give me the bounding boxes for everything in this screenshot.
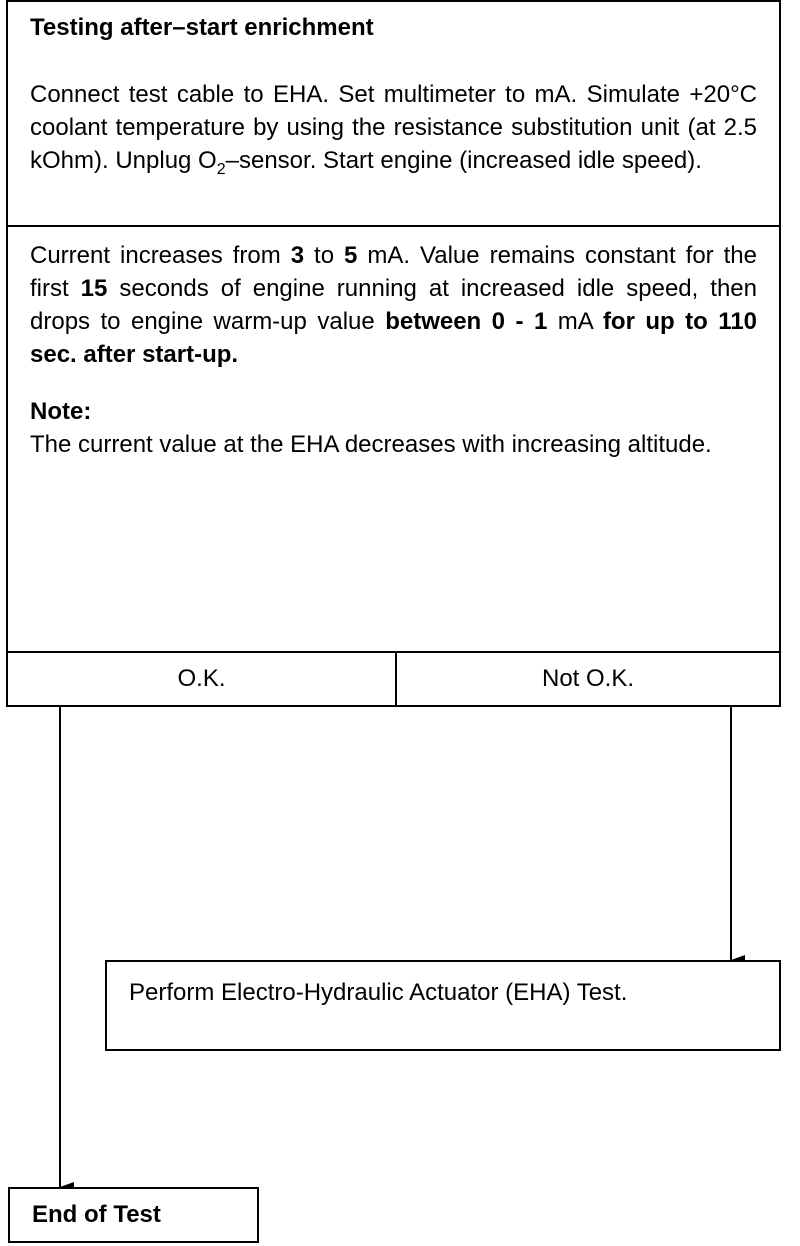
test-step-instructions: [30, 78, 757, 186]
instructions-text-2: –sensor. Start engine (increased idle speed).: [225, 147, 702, 174]
warmup-range-value: between 0 - 1: [385, 308, 548, 335]
result-text-part: seconds of engine running at increased idle speed, then drops to engine warm-up value: [30, 275, 757, 335]
result-text-part: Current increases from: [30, 242, 291, 269]
test-step-box: [6, 0, 781, 227]
constant-duration-value: 15: [80, 275, 108, 302]
current-start-value: 3: [290, 242, 305, 269]
instructions-text-1: Connect test cable to EHA. Set multimeter to mA. Simulate +20°C coolant temperature by using the resistance substitution unit (at 2.5 kOhm). Unplug O: [30, 81, 757, 174]
end-of-test-label: End of Test: [32, 1201, 161, 1228]
eha-test-action-text: Perform Electro-Hydraulic Actuator (EHA) Test.: [129, 979, 628, 1006]
warmup-time-limit: for up to 110 sec. after start-up.: [30, 308, 758, 368]
expected-result-box: [6, 225, 781, 653]
note-label: Note:: [30, 398, 92, 425]
eha-test-action-box[interactable]: [105, 960, 781, 1051]
not-ok-outcome[interactable]: Not O.K.: [541, 665, 635, 692]
result-text-part: mA: [547, 308, 603, 335]
note-text: The current value at the EHA decreases with increasing altitude.: [30, 431, 712, 458]
test-step-title: Testing after–start enrichment: [30, 14, 374, 41]
result-text-part: to: [304, 242, 345, 269]
expected-result-text: [30, 239, 757, 371]
end-of-test-box[interactable]: [8, 1187, 259, 1243]
ok-outcome[interactable]: O.K.: [8, 653, 397, 705]
o2-subscript: 2: [216, 160, 226, 178]
current-end-value: 5: [344, 242, 358, 269]
outcome-row: [6, 651, 781, 707]
result-text-part: mA. Value remains constant for the first: [30, 242, 757, 302]
